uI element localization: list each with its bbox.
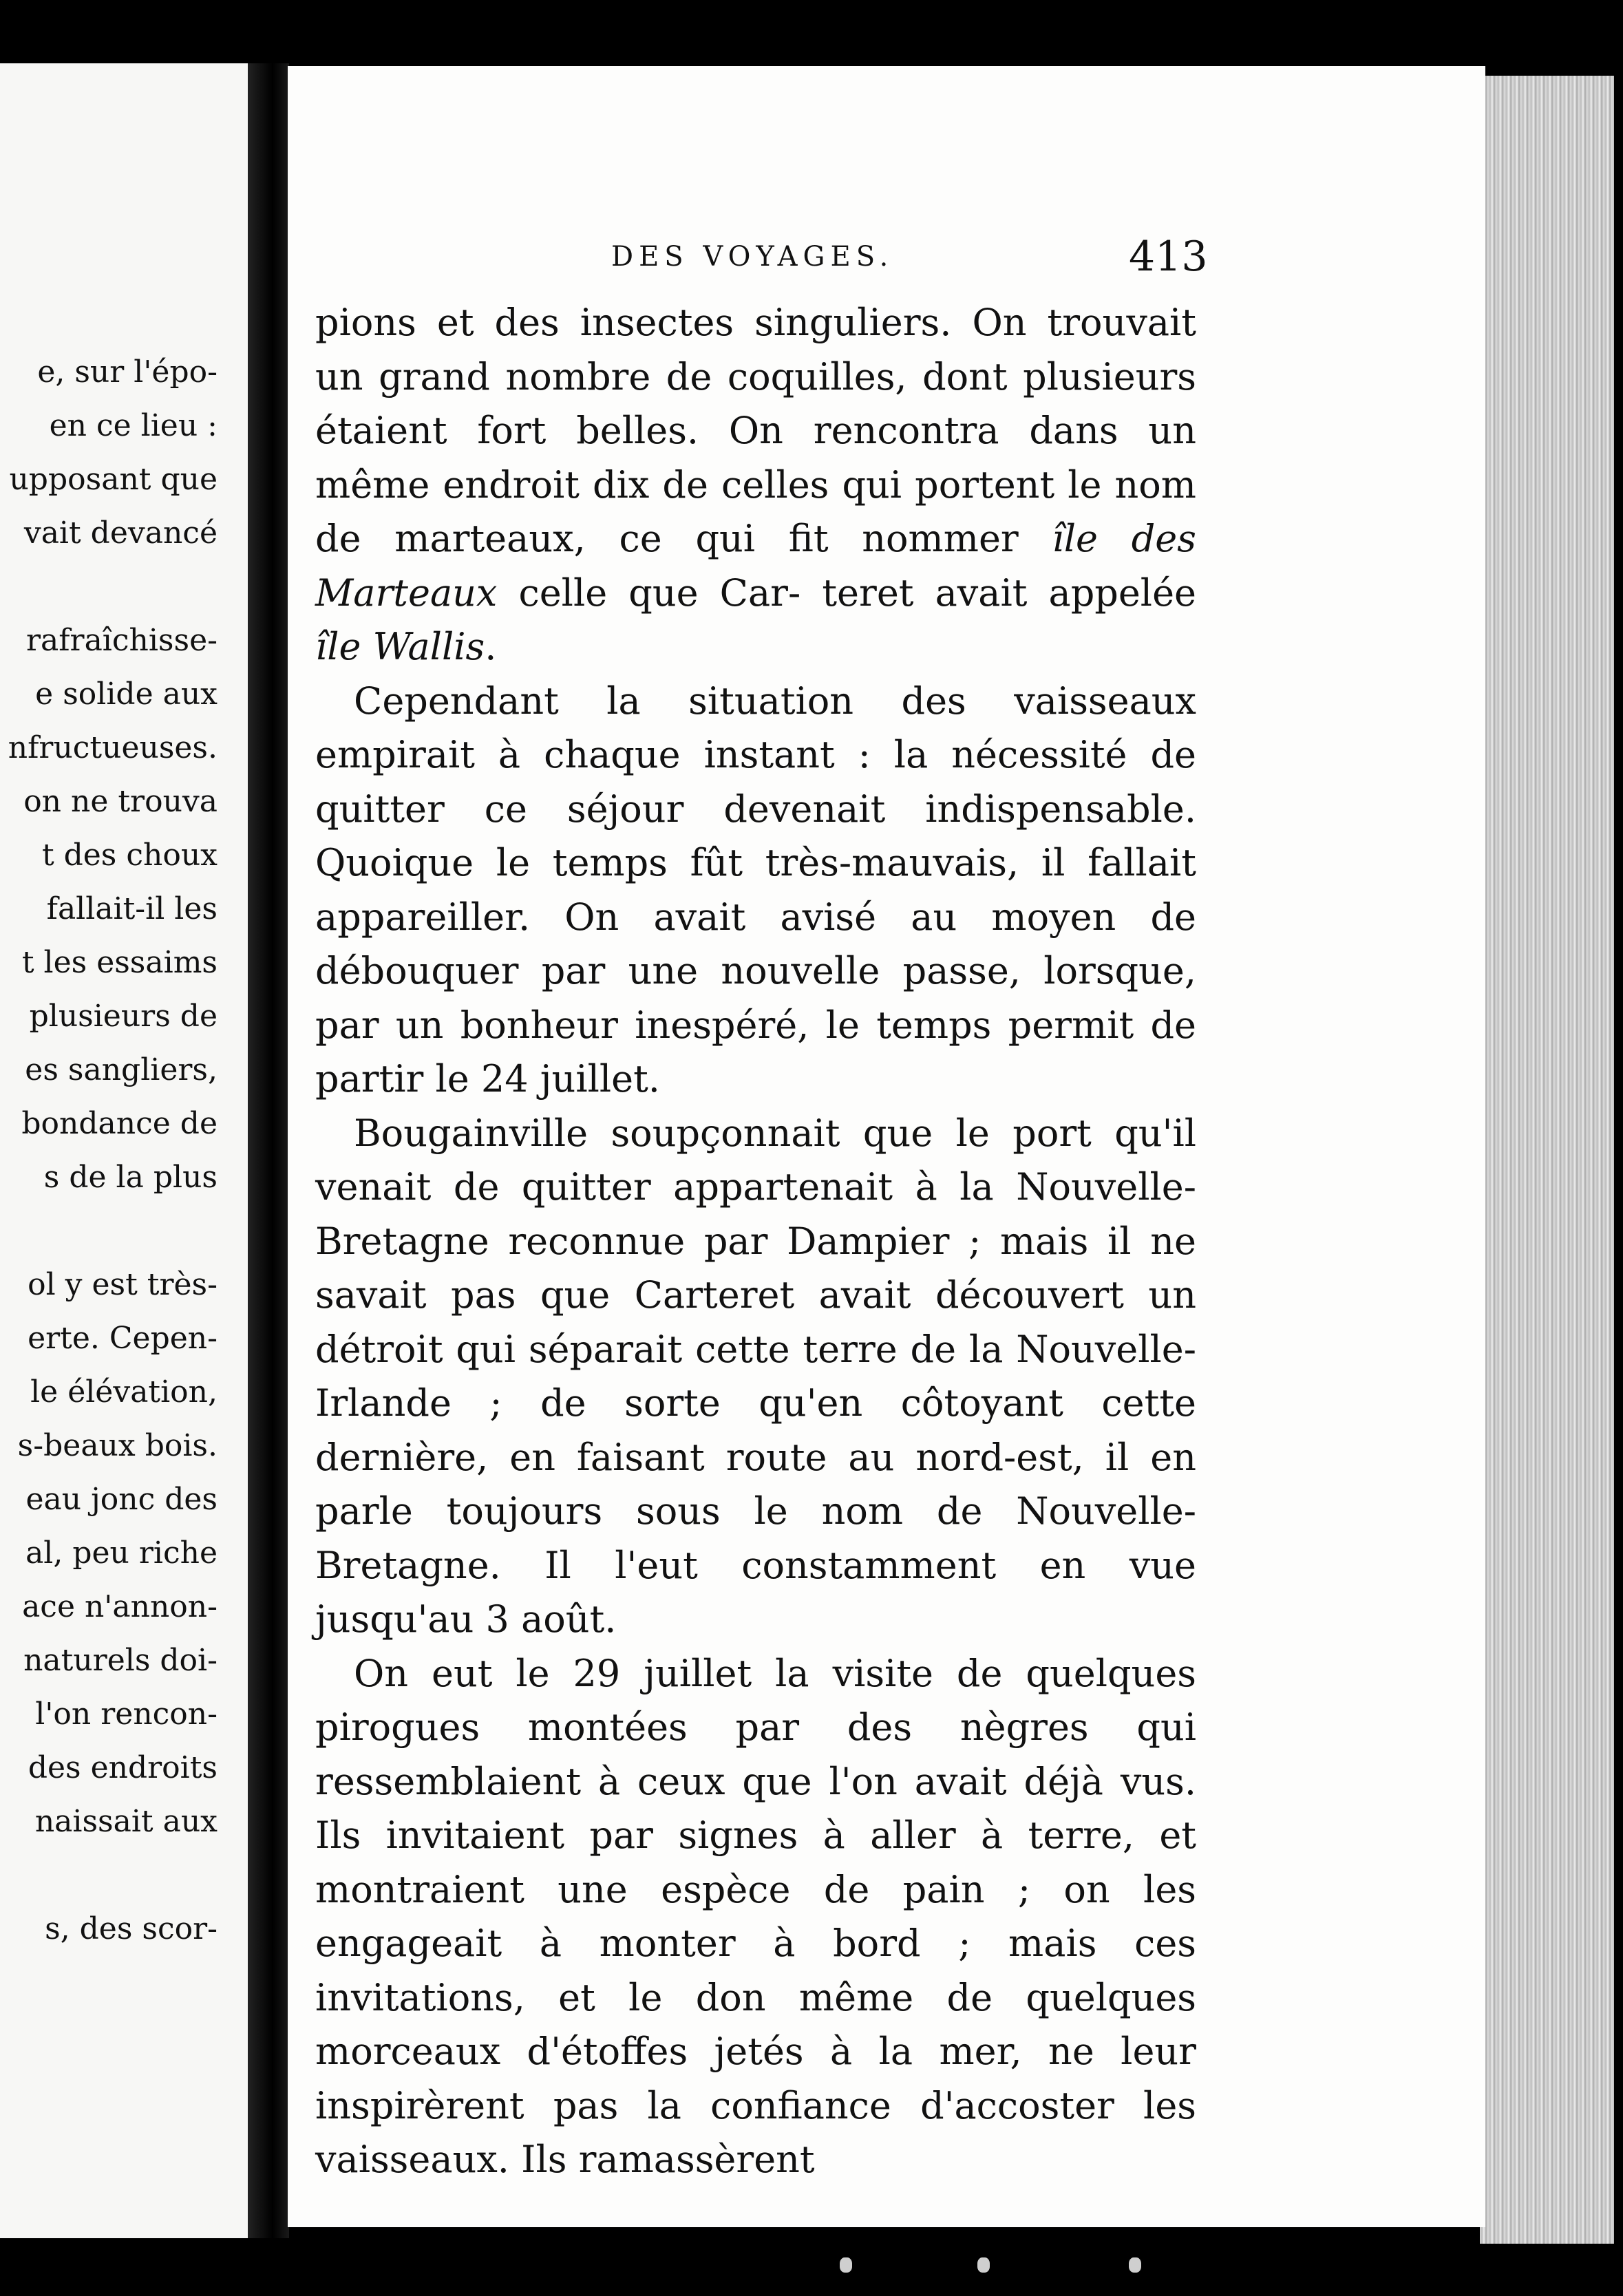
left-page-line: naissait aux [34, 1804, 218, 1839]
left-page-line: s-beaux bois. [17, 1428, 218, 1463]
left-page-line: l'on rencon- [35, 1697, 218, 1732]
previous-page [0, 63, 248, 2238]
left-page-line: fallait-il les [46, 891, 218, 926]
p1-line: dix de celles qui portent le nom de marteaux, ce [315, 463, 1196, 560]
scan-speck [977, 2257, 990, 2273]
left-page-line: erte. Cepen- [28, 1321, 218, 1356]
left-page-line: t des choux [41, 838, 218, 873]
p1-line: fort belles. On rencontra dans un même endroit [315, 409, 1196, 507]
left-page-line: rafraîchisse- [25, 623, 218, 658]
left-page-line: s de la plus [43, 1160, 218, 1195]
scan-speck [1129, 2257, 1141, 2273]
left-page-line: s, des scor- [45, 1911, 218, 1946]
left-page-line: en ce lieu : [49, 408, 218, 443]
paragraph-4: On eut le 29 juillet la visite de quelques pirogues montées par des nègres qui ressemblaient à ceux que l'on avait déjà vus. Ils invitaient par signes à aller à terre, et montraient une espèce de pain ; on les engageait à monter à bord ; mais ces invitations, et le don même de quelques morceaux d'étoffes jetés à la mer, ne leur inspirèrent pas la confiance d'accoster les vaisseaux. Ils ramassèrent [315, 1651, 1196, 2181]
left-page-line: des endroits [28, 1750, 218, 1785]
p1-line: qui fit nommer [695, 517, 1052, 560]
left-page-line: eau jonc des [25, 1482, 218, 1517]
paragraph-3: Bougainville soupçonnait que le port qu'il venait de quitter appartenait à la Nouvelle-Bretagne reconnue par Dampier ; mais il ne savait pas que Carteret avait découvert un détroit qui séparait cette terre de la Nouvelle-Irlande ; de sorte qu'en côtoyant cette dernière, en faisant route au nord-est, il en parle toujours sous le nom de Nouvelle-Bretagne. Il l'eut constamment en vue jusqu'au 3 août. [315, 1111, 1196, 1641]
italic-place-name: île des Marteaux [315, 517, 1196, 615]
left-page-line: ace n'annon- [22, 1589, 218, 1624]
scan-speck [840, 2257, 852, 2273]
italic-place-name: île Wallis [315, 625, 485, 668]
page-number: 413 [1129, 233, 1208, 281]
p1-line: teret avait appelée [822, 571, 1196, 615]
left-page-line: t les essaims [21, 945, 218, 980]
left-page-line: al, peu riche [25, 1535, 218, 1571]
left-page-line: vait devancé [23, 515, 218, 551]
paragraph-1 [315, 296, 1196, 674]
book-spine [248, 63, 289, 2238]
page-fore-edge [1480, 76, 1614, 2244]
left-page-line: ol y est très- [28, 1267, 218, 1302]
left-page-line: bondance de [21, 1106, 218, 1141]
running-head: DES VOYAGES. [611, 241, 894, 273]
left-page-line: on ne trouva [23, 784, 218, 819]
left-page-line: plusieurs de [29, 999, 218, 1034]
p1-line: . [485, 625, 497, 668]
p1-line: pions et des insectes singuliers. On trouvait un [315, 301, 1196, 398]
left-page-line: es sangliers, [25, 1052, 218, 1087]
left-page-line: nfructueuses. [8, 730, 218, 765]
left-page-line: naturels doi- [23, 1643, 218, 1678]
p1-line: celle que Car- [497, 571, 801, 615]
p1-line: grand nombre de coquilles, dont plusieurs étaient [315, 354, 1196, 452]
paragraph-2: Cependant la situation des vaisseaux empirait à chaque instant : la nécessité de quitter ce séjour devenait indispensable. Quoique le temps fût très-mauvais, il fallait appareiller. On avait avisé au moyen de débouquer par une nouvelle passe, lorsque, par un bonheur inespéré, le temps permit de partir le 24 juillet. [315, 679, 1196, 1101]
left-page-line: e solide aux [35, 677, 218, 712]
left-page-line: upposant que [9, 462, 218, 497]
left-page-line: le élévation, [30, 1374, 218, 1410]
left-page-line: e, sur l'épo- [37, 354, 218, 390]
body-text [315, 296, 1196, 2187]
